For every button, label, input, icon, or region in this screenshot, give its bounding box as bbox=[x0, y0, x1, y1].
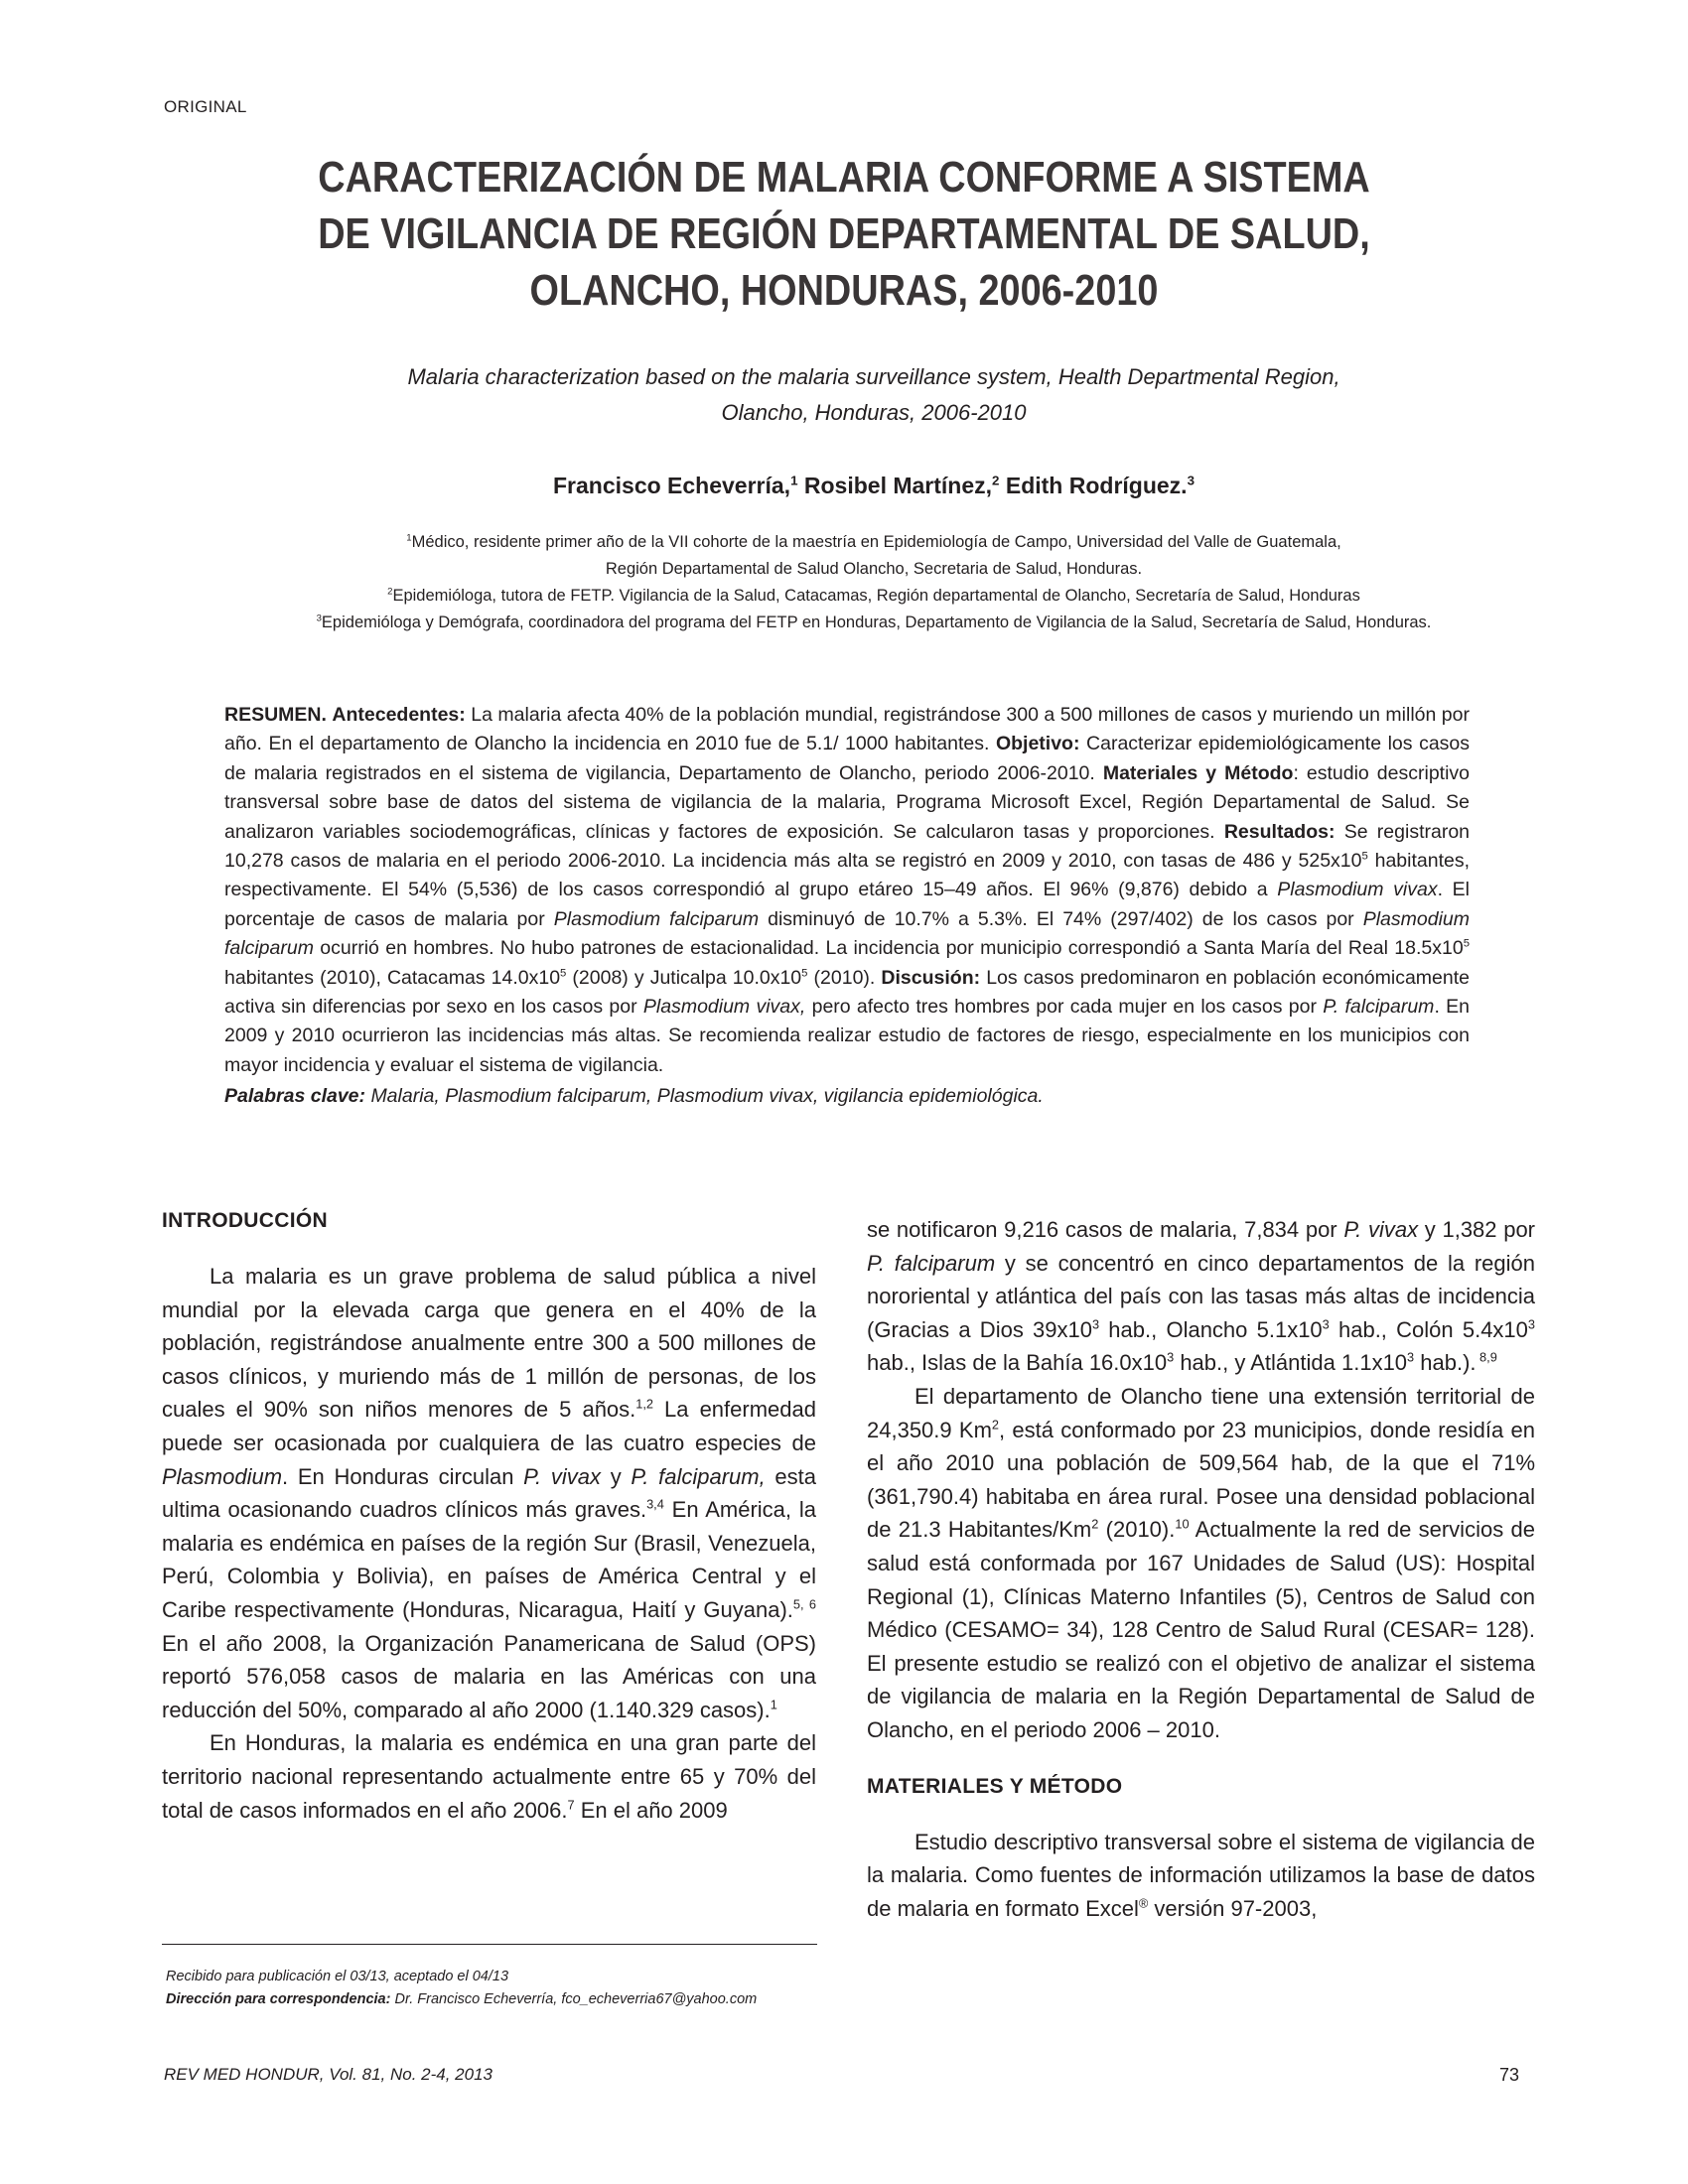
author-list bbox=[248, 473, 1499, 499]
superscript: 3 bbox=[1091, 1316, 1100, 1332]
author-name: Edith Rodríguez. bbox=[1005, 473, 1188, 498]
text-run: hab., Olancho 5.1x10 bbox=[1099, 1316, 1323, 1342]
footnote bbox=[166, 1966, 861, 2011]
resultados-text: Se registraron 10,278 casos de malaria en el periodo 2006-2010. La incidencia más alta se registró en 2009 y 2010, con tasas de 486 y 525x10 bbox=[224, 820, 1471, 873]
superscript: 5 bbox=[1463, 937, 1470, 950]
text-run: hab., y Atlántida 1.1x10 bbox=[1174, 1350, 1408, 1376]
species-name: Plasmodium falciparum bbox=[224, 907, 1471, 960]
paragraph bbox=[162, 1726, 816, 1827]
correspondence-label: Dirección para correspondencia: bbox=[166, 1991, 391, 2007]
text-run: se notificaron 9,216 casos de malaria, 7,834 por bbox=[867, 1217, 1344, 1242]
resultados-text: ocurrió en hombres. No hubo patrones de estacionalidad. La incidencia por municipio correspondió a Santa María del Real 18.5x10 bbox=[313, 937, 1464, 960]
species-name: P. falciparum, bbox=[631, 1463, 766, 1489]
text-run: , está conformado por 23 municipios, donde residía en el año 2010 una población de 509,564 hab, de la que el 71% (361,790.4) habitaba en área rural. Posee una densidad poblacional de 21.3 Habitantes/Km bbox=[867, 1417, 1535, 1543]
text-run: hab., Colón 5.4x10 bbox=[1329, 1316, 1528, 1342]
superscript: 5 bbox=[801, 967, 808, 980]
received-date: Recibido para publicación el 03/13, aceptado el 04/13 bbox=[166, 1969, 509, 1984]
text-run: En Honduras, la malaria es endémica en una gran parte del territorio nacional representando actualmente entre 65 y 70% del total de casos informados en el año 2006. bbox=[162, 1730, 816, 1823]
species-name: P. vivax bbox=[1343, 1217, 1419, 1242]
correspondence bbox=[166, 1988, 861, 2011]
superscript: 5 bbox=[560, 967, 567, 980]
text-run: El departamento de Olancho tiene una extensión territorial de 24,350.9 Km bbox=[867, 1383, 1535, 1442]
subtitle-line: Malaria characterization based on the malaria surveillance system, Health Departmental Region, bbox=[407, 364, 1340, 389]
title-line: DE VIGILANCIA DE REGIÓN DEPARTAMENTAL DE SALUD, bbox=[318, 209, 1370, 258]
keywords bbox=[224, 1082, 1470, 1111]
text-run: y bbox=[600, 1463, 632, 1489]
citation: 8,9 bbox=[1476, 1350, 1497, 1366]
citation: 1 bbox=[770, 1697, 777, 1712]
text-run: Actualmente la red de servicios de salud está conformada por 167 Unidades de Salud (US): Hospital Regional (1), Clínicas Materno Infantiles (5), Centros de Salud con Médico (CESAMO= 34), 128 Centro de Salud Rural (CESAR= 128). El presente estudio se realizó con el objetivo de analizar el sistema de vigilancia de malaria en la Región Departamental de Salud de Olancho, en el periodo 2006 – 2010. bbox=[867, 1517, 1535, 1742]
species-name: P. falciparum bbox=[1323, 996, 1435, 1019]
objetivo-text: Caracterizar epidemiológicamente los casos de malaria registrados en el sistema de vigilancia, Departamento de Olancho, periodo 2006-2010. bbox=[224, 733, 1471, 784]
text-run: y 1,382 por bbox=[1418, 1217, 1536, 1242]
author-affil-mark: 3 bbox=[1187, 473, 1195, 488]
objetivo-label: Objetivo: bbox=[995, 733, 1080, 755]
species-name: P. falciparum bbox=[867, 1250, 996, 1276]
subtitle-line: Olancho, Honduras, 2006-2010 bbox=[721, 400, 1027, 425]
affil-mark: 2 bbox=[387, 586, 393, 598]
english-subtitle bbox=[248, 359, 1499, 431]
affiliation-line bbox=[149, 556, 1599, 583]
affiliation-line bbox=[149, 529, 1599, 556]
affiliation-line bbox=[149, 583, 1599, 610]
discusion-label: Discusión: bbox=[881, 966, 981, 989]
page-number: 73 bbox=[1499, 2065, 1520, 2085]
methods-text bbox=[867, 1826, 1535, 1926]
affiliation-line bbox=[149, 610, 1599, 636]
author-affil-mark: 2 bbox=[992, 473, 1000, 488]
correspondence-text: Dr. Francisco Echeverría, fco_echeverria67@yahoo.com bbox=[390, 1991, 758, 2007]
intro-text bbox=[162, 1260, 816, 1827]
citation: 5, 6 bbox=[792, 1596, 816, 1612]
discusion-text: pero afecto tres hombres por cada mujer en los casos por bbox=[805, 996, 1324, 1019]
text-run: En el año 2008, la Organización Panamericana de Salud (OPS) reportó 576,058 casos de malaria en las Américas con una reducción del 50%, comparado al año 2000 (1.140.329 casos). bbox=[162, 1630, 816, 1722]
left-column bbox=[162, 1209, 816, 1827]
affil-text: Región Departamental de Salud Olancho, Secretaria de Salud, Honduras. bbox=[605, 560, 1143, 578]
abstract-body bbox=[224, 701, 1470, 1080]
footnote-divider bbox=[162, 1944, 817, 1945]
journal-citation: REV MED HONDUR, Vol. 81, No. 2-4, 2013 bbox=[164, 2065, 492, 2084]
resultados-label: Resultados: bbox=[1223, 820, 1336, 843]
text-run: En el año 2009 bbox=[574, 1797, 728, 1823]
text-run: esta ultima ocasionando cuadros clínicos más graves. bbox=[162, 1463, 817, 1523]
title-line: CARACTERIZACIÓN DE MALARIA CONFORME A SISTEMA bbox=[318, 153, 1370, 202]
discusion-text: Los casos predominaron en población económicamente activa sin diferencias por sexo en los casos por bbox=[224, 966, 1470, 1019]
resultados-text: habitantes (2010), Catacamas 14.0x10 bbox=[224, 966, 561, 989]
paragraph bbox=[867, 1380, 1535, 1747]
text-run: (2010). bbox=[1098, 1517, 1176, 1543]
species-name: Plasmodium bbox=[162, 1463, 283, 1489]
affil-mark: 1 bbox=[406, 532, 412, 544]
affil-text: Epidemióloga y Demógrafa, coordinadora del programa del FETP en Honduras, Departamento de Vigilancia de la Salud, Secretaría de Salud, Honduras. bbox=[321, 614, 1432, 631]
keywords-label: Palabras clave: bbox=[224, 1085, 366, 1108]
superscript: 3 bbox=[1407, 1350, 1415, 1366]
species-name: Plasmodium falciparum bbox=[553, 907, 760, 930]
affil-text: Epidemióloga, tutora de FETP. Vigilancia de la Salud, Catacamas, Región departamental de Olancho, Secretaría de Salud, Honduras bbox=[392, 587, 1360, 605]
resultados-text: . El porcentaje de casos de malaria por bbox=[224, 879, 1470, 930]
resultados-text: (2008) y Juticalpa 10.0x10 bbox=[566, 966, 802, 989]
intro-heading: INTRODUCCIÓN bbox=[162, 1209, 328, 1232]
author-affil-mark: 1 bbox=[790, 473, 798, 488]
resultados-text: (2010). bbox=[807, 966, 876, 989]
text-run: La enfermedad puede ser ocasionada por cualquiera de las cuatro especies de bbox=[162, 1397, 816, 1455]
text-run: En América, la malaria es endémica en países de la región Sur (Brasil, Venezuela, Perú, Colombia y Bolivia), en países de América Central y el Caribe respectivamente (Honduras, Nicaragua, Haití y Guyana). bbox=[162, 1497, 816, 1622]
methods-heading: MATERIALES Y MÉTODO bbox=[867, 1774, 1123, 1798]
citation: 10 bbox=[1175, 1517, 1190, 1533]
resumen-label: RESUMEN. bbox=[224, 704, 327, 726]
species-name: Plasmodium vivax bbox=[1277, 879, 1438, 901]
text-run: versión 97-2003, bbox=[1148, 1895, 1318, 1921]
text-run: y se concentró en cinco departamentos de la región nororiental y atlántica del país con las tasas más altas de incidencia (Gracias a Dios 39x10 bbox=[867, 1250, 1535, 1342]
citation: 3,4 bbox=[646, 1496, 664, 1512]
text-run: La malaria es un grave problema de salud pública a nivel mundial por la elevada carga que genera en el 40% de la población, registrándose anualmente entre 300 a 500 millones de casos clínicos, y muriendo más de 1 millón de personas, de los cuales el 90% son niños menores de 5 años. bbox=[162, 1264, 816, 1423]
keywords-text: Malaria, Plasmodium falciparum, Plasmodium vivax, vigilancia epidemiológica. bbox=[370, 1085, 1044, 1108]
paragraph bbox=[867, 1826, 1535, 1926]
paragraph bbox=[162, 1260, 816, 1726]
superscript: 2 bbox=[1091, 1517, 1099, 1533]
citation: 7 bbox=[567, 1797, 575, 1813]
superscript: 3 bbox=[1322, 1316, 1330, 1332]
superscript: 3 bbox=[1527, 1316, 1535, 1332]
registered-mark: ® bbox=[1138, 1895, 1149, 1911]
paragraph bbox=[867, 1213, 1535, 1380]
superscript: 5 bbox=[1361, 850, 1368, 863]
species-name: P. vivax bbox=[523, 1463, 601, 1489]
resultados-text: disminuyó de 10.7% a 5.3%. El 74% (297/402) de los casos por bbox=[759, 907, 1363, 930]
text-run: hab., Islas de la Bahía 16.0x10 bbox=[867, 1350, 1168, 1376]
resultados-text: habitantes, respectivamente. El 54% (5,536) de los casos correspondió al grupo etáreo 15–49 años. El 96% (9,876) debido a bbox=[224, 850, 1471, 901]
citation: 1,2 bbox=[635, 1397, 654, 1413]
superscript: 3 bbox=[1167, 1350, 1175, 1366]
author-name: Francisco Echeverría, bbox=[553, 473, 791, 498]
title-line: OLANCHO, HONDURAS, 2006-2010 bbox=[529, 266, 1159, 315]
affiliations bbox=[149, 529, 1599, 636]
antecedentes-label: Antecedentes: bbox=[332, 704, 466, 726]
materiales-text: : estudio descriptivo transversal sobre base de datos del sistema de vigilancia de la malaria, Programa Microsoft Excel, Región Departamental de Salud. Se analizaron variables sociodemográficas, clínicas y factores de exposición. Se calcularon tasas y proporciones. bbox=[224, 761, 1471, 843]
species-name: Plasmodium vivax, bbox=[642, 996, 806, 1019]
text-run: . En Honduras circulan bbox=[282, 1463, 524, 1489]
right-column bbox=[867, 1213, 1535, 1925]
affil-mark: 3 bbox=[316, 613, 322, 624]
antecedentes-text: La malaria afecta 40% de la población mundial, registrándose 300 a 500 millones de casos y muriendo un millón por año. En el departamento de Olancho la incidencia en 2010 fue de 5.1/ 1000 habitantes. bbox=[224, 704, 1470, 755]
text-run: Estudio descriptivo transversal sobre el sistema de vigilancia de la malaria. Como fuentes de información utilizamos la base de datos de malaria en formato Excel bbox=[867, 1829, 1535, 1921]
superscript: 2 bbox=[991, 1417, 999, 1433]
abstract bbox=[224, 701, 1470, 1112]
discusion-text: . En 2009 y 2010 ocurrieron las incidencias más altas. Se recomienda realizar estudio de factores de riesgo, especialmente en los municipios con mayor incidencia y evaluar el sistema de vigilancia. bbox=[224, 996, 1470, 1076]
article-title bbox=[255, 149, 1434, 319]
author-name: Rosibel Martínez, bbox=[803, 473, 993, 498]
continued-text bbox=[867, 1213, 1535, 1747]
section-tag: ORIGINAL bbox=[164, 97, 247, 116]
text-run: hab.). bbox=[1414, 1350, 1477, 1376]
affil-text: Médico, residente primer año de la VII cohorte de la maestría en Epidemiología de Campo, Universidad del Valle de Guatemala, bbox=[411, 533, 1341, 551]
materiales-label: Materiales y Método bbox=[1102, 761, 1294, 784]
